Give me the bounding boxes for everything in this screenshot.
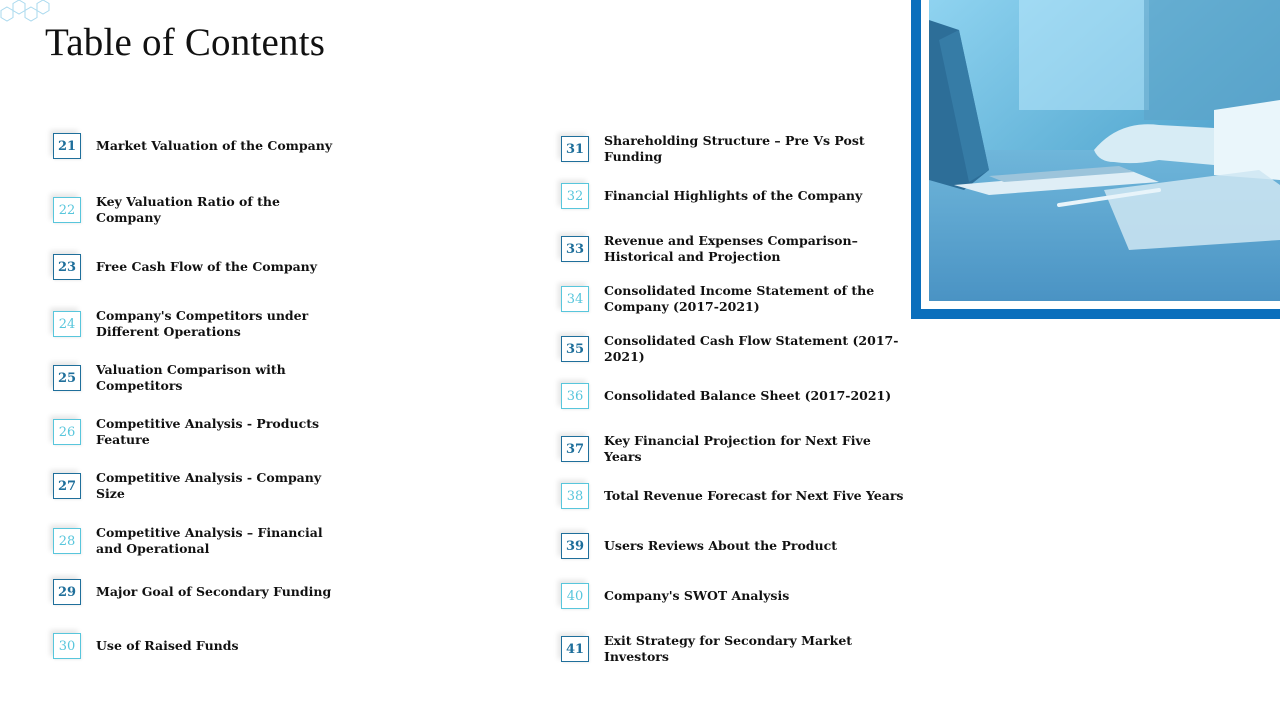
toc-item-label: Valuation Comparison with Competitors [96, 362, 286, 393]
toc-item-24[interactable] [53, 308, 348, 340]
toc-number-box: 33 [561, 236, 589, 262]
toc-item-label: Company's SWOT Analysis [604, 588, 790, 603]
toc-item-26[interactable] [53, 416, 348, 448]
toc-item-label: Company's Competitors under Different Operations [96, 308, 309, 339]
toc-item-30[interactable] [53, 633, 348, 659]
toc-number-box: 29 [53, 579, 81, 605]
toc-number-box: 27 [53, 473, 81, 499]
toc-item-35[interactable] [561, 333, 904, 365]
toc-number-box: 31 [561, 136, 589, 162]
toc-item-29[interactable] [53, 579, 348, 605]
toc-number-box: 30 [53, 633, 81, 659]
toc-item-label: Revenue and Expenses Comparison– Historical and Projection [604, 233, 858, 264]
toc-item-21[interactable] [53, 133, 348, 159]
toc-item-33[interactable] [561, 233, 904, 265]
toc-item-23[interactable] [53, 254, 348, 280]
toc-item-label: Major Goal of Secondary Funding [96, 584, 332, 599]
toc-item-32[interactable] [561, 183, 904, 209]
toc-number-box: 37 [561, 436, 589, 462]
toc-item-label: Consolidated Balance Sheet (2017-2021) [604, 388, 892, 403]
toc-item-label: Total Revenue Forecast for Next Five Years [604, 488, 904, 503]
page-title: Table of Contents [45, 21, 326, 64]
laptop-typing-photo [929, 0, 1280, 301]
toc-item-label: Competitive Analysis - Company Size [96, 470, 322, 501]
toc-number-box: 21 [53, 133, 81, 159]
toc-item-label: Market Valuation of the Company [96, 138, 333, 153]
toc-number-box: 24 [53, 311, 81, 337]
toc-item-label: Use of Raised Funds [96, 638, 239, 653]
photo-mat [921, 0, 1280, 309]
toc-number-box: 40 [561, 583, 589, 609]
toc-number-box: 36 [561, 383, 589, 409]
toc-item-41[interactable] [561, 633, 904, 665]
toc-number-box: 23 [53, 254, 81, 280]
toc-number-box: 41 [561, 636, 589, 662]
toc-item-label: Users Reviews About the Product [604, 538, 838, 553]
toc-item-22[interactable] [53, 194, 348, 226]
toc-item-label: Financial Highlights of the Company [604, 188, 863, 203]
toc-item-label: Key Valuation Ratio of the Company [96, 194, 280, 225]
toc-item-37[interactable] [561, 433, 904, 465]
toc-number-box: 35 [561, 336, 589, 362]
toc-item-38[interactable] [561, 483, 904, 509]
toc-item-label: Consolidated Cash Flow Statement (2017-2021) [604, 333, 899, 364]
toc-item-label: Exit Strategy for Secondary Market Investors [604, 633, 853, 664]
toc-number-box: 38 [561, 483, 589, 509]
toc-number-box: 39 [561, 533, 589, 559]
toc-number-box: 26 [53, 419, 81, 445]
toc-item-25[interactable] [53, 362, 348, 394]
toc-item-label: Shareholding Structure – Pre Vs Post Funding [604, 133, 865, 164]
toc-item-36[interactable] [561, 383, 904, 409]
toc-item-28[interactable] [53, 525, 348, 557]
toc-item-label: Competitive Analysis – Financial and Operational [96, 525, 323, 556]
toc-item-31[interactable] [561, 133, 904, 165]
toc-number-box: 34 [561, 286, 589, 312]
toc-item-label: Consolidated Income Statement of the Company (2017-2021) [604, 283, 875, 314]
toc-item-39[interactable] [561, 533, 904, 559]
photo-frame [911, 0, 1280, 319]
toc-number-box: 25 [53, 365, 81, 391]
toc-number-box: 28 [53, 528, 81, 554]
toc-item-label: Key Financial Projection for Next Five Years [604, 433, 871, 464]
toc-number-box: 22 [53, 197, 81, 223]
toc-item-34[interactable] [561, 283, 904, 315]
toc-number-box: 32 [561, 183, 589, 209]
toc-item-40[interactable] [561, 583, 904, 609]
toc-item-27[interactable] [53, 470, 348, 502]
toc-item-label: Free Cash Flow of the Company [96, 259, 318, 274]
toc-item-label: Competitive Analysis - Products Feature [96, 416, 320, 447]
